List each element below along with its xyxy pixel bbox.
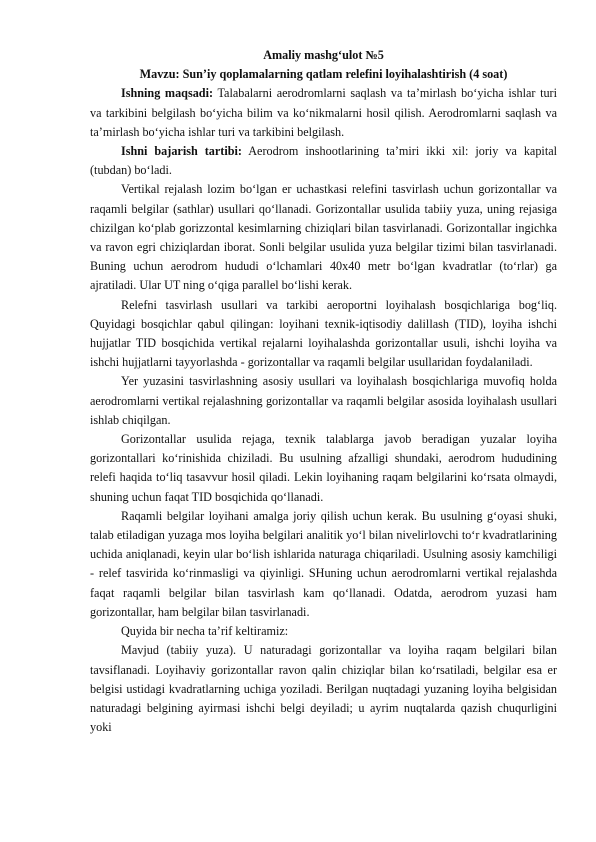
paragraph: Relefni tasvirlash usullari va tarkibi aeroportni loyihalash bosqichlariga bog‘liq. Quyidagi bosqichlar qabul qilingan: loyihani texnik-iqtisodiy dalillash (TID), loyiha ishchi hujjatlar TID bosqichida vertikal rejalarni loyihalashda gorizontallar usuli, ishchi loyiha va ishchi hujjatlarni tayyorlashda - gorizontallar va raqamli belgilar usullaridan foydalaniladi. — [90, 297, 557, 370]
paragraph: Quyida bir necha ta’rif keltiramiz: — [121, 624, 289, 639]
page-title: Amaliy mashg‘ulot №5 — [263, 48, 384, 62]
paragraph: Mavjud (tabiiy yuza). U naturadagi gorizontallar va loyiha raqam belgilari bilan tavsiflanadi. Loyihaviy gorizontallar ravon qalin chiziqlar bilan ko‘rsatiladi, belgilar esa er belgisi ustidagi kvadratlarning uchiga yoziladi. Berilgan nuqtadagi yuzaning loyiha belgisidan naturadagi belgining ayirmasi ishchi belgi deyiladi; u ayrim nuqtalarda qazish chuqurligini yoki — [90, 643, 557, 735]
paragraph: Yer yuzasini tasvirlashning asosiy usullari va loyihalash bosqichlariga muvofiq holda aerodromlarni vertikal rejalashning gorizontallar va raqamli belgilar asosida loyihalash usullari ishlab chiqilgan. — [90, 374, 557, 427]
topic-subtitle: Mavzu: Sun’iy qoplamalarning qatlam relefini loyihalashtirish (4 soat) — [139, 67, 508, 82]
paragraph-text: Aerodrom inshootlarining ta’miri ikki xil: joriy va kapital (tubdan) bo‘ladi. — [90, 144, 558, 178]
paragraph: Vertikal rejalash lozim bo‘lgan er uchastkasi relefini tasvirlash uchun gorizontallar va raqamli belgilar (sathlar) usullari qo‘llanadi. Gorizontallar usulida tabiiy yuza, uning rejasiga chizilgan ko‘plab gorizzontal kesimlarning chiziqlari bilan tasvirlanadi. Gorizontallar ingichka va ravon egri chiziqlardan iborat. Sonli belgilar usulida yuza belgilar tizimi bilan tasvirlanadi. Buning uchun aerodrom hududi o‘lchamlari 40x40 metr bo‘lgan kvadratlar (to‘rlar) ga ajratiladi. Ular UT ning o‘qiga parallel bo‘lishi kerak. — [90, 182, 557, 293]
paragraph-lead: Ishni bajarish tartibi: — [121, 144, 242, 159]
paragraph: Gorizontallar usulida rejaga, texnik talablarga javob beradigan yuzalar loyiha gorizontallari ko‘rinishida chiziladi. Bu usulning afzalligi shundaki, aerodrom hududining relefi haqida to‘liq tasavvur hosil qiladi. Lekin loyihaning raqam belgilarini ko‘rsata olmaydi, shuning uchun faqat TID bosqichida qo‘llanadi. — [90, 432, 557, 504]
paragraph-purpose — [90, 84, 557, 142]
paragraph-lead: Ishning maqsadi: — [121, 86, 214, 101]
paragraph: Raqamli belgilar loyihani amalga joriy qilish uchun kerak. Bu usulning g‘oyasi shuki, talab etiladigan yuzaga mos loyiha belgilari analitik yo‘l bilan nivelirlovchi to‘r kvadratlarining uchida aniqlanadi, keyin ular bo‘lish ishlarida naturaga chiqariladi. Usulning asosiy kamchiligi - relef tasvirida ko‘rinmasligi va qiyinligi. SHuning uchun aerodromlarni vertikal rejalashda faqat raqamli belgilar bilan tasvirlash kam qo‘llanadi. Odatda, aerodrom yuzasi ham gorizontallar, ham belgilar bilan tasvirlanadi. — [90, 508, 557, 619]
paragraph-procedure — [90, 142, 557, 180]
paragraph-text: Talabalarni aerodromlarni saqlash va ta’mirlash bo‘yicha ishlar turi va tarkibini belgilash bo‘yicha bilim va ko‘nikmalarni hosil qilish. Aerodromlarni saqlash va ta’mirlash bo‘yicha ishlar turi va tarkibini belgilash. — [90, 86, 557, 139]
